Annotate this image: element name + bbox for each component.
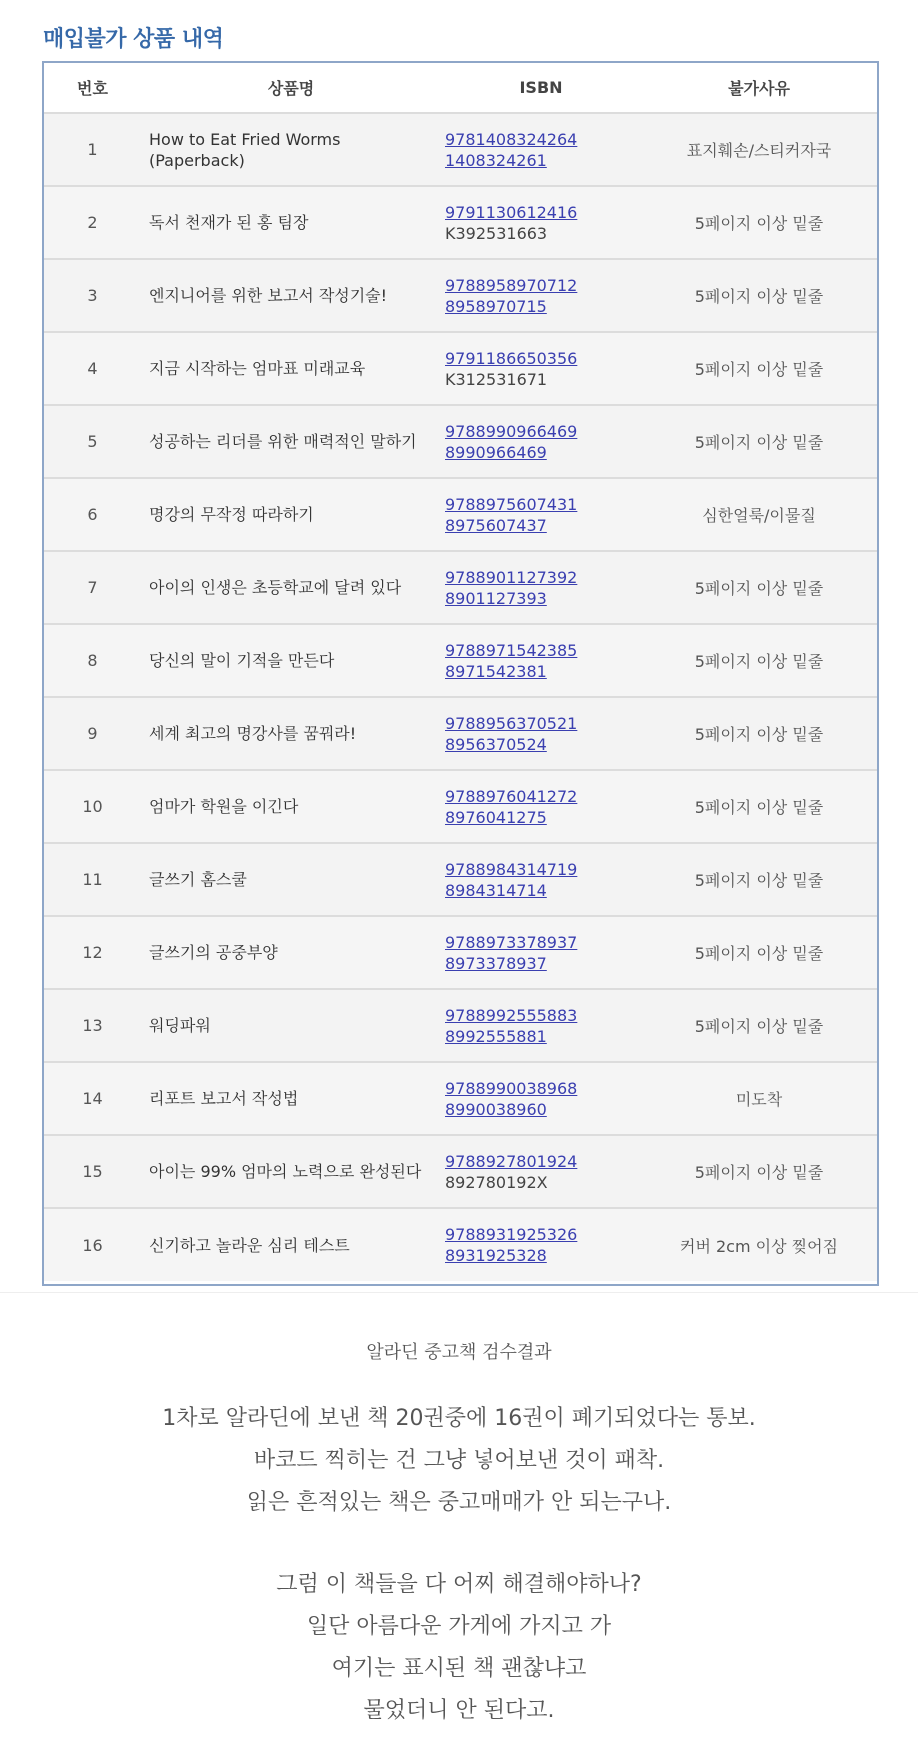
rejection-reason: 5페이지 이상 밑줄 [641, 624, 877, 697]
isbn13-link[interactable]: 9788956370521 [445, 713, 578, 733]
isbn-cell [441, 770, 641, 843]
isbn13-link[interactable]: 9788976041272 [445, 786, 578, 806]
divider [0, 1292, 918, 1293]
isbn-cell [441, 624, 641, 697]
isbn13-link[interactable]: 9788992555883 [445, 1005, 578, 1025]
table-row [44, 1135, 877, 1208]
table-row [44, 1062, 877, 1135]
rejection-reason: 커버 2cm 이상 찢어짐 [641, 1208, 877, 1281]
isbn10-text: 892780192X [445, 1172, 548, 1192]
rejection-reason: 5페이지 이상 밑줄 [641, 332, 877, 405]
isbn10-link[interactable]: 8990966469 [445, 442, 547, 462]
isbn10-link[interactable]: 8901127393 [445, 588, 547, 608]
row-number: 7 [44, 551, 141, 624]
product-title: 독서 천재가 된 홍 팀장 [141, 186, 441, 259]
isbn13-link[interactable]: 9788901127392 [445, 567, 578, 587]
product-title: 명강의 무작정 따라하기 [141, 478, 441, 551]
table-header-row [44, 63, 877, 113]
column-header-isbn: ISBN [441, 63, 641, 113]
isbn13-link[interactable]: 9788990038968 [445, 1078, 578, 1098]
rejection-reason: 5페이지 이상 밑줄 [641, 186, 877, 259]
table-row [44, 478, 877, 551]
isbn-cell [441, 332, 641, 405]
isbn13-link[interactable]: 9788990966469 [445, 421, 578, 441]
rejection-reason: 5페이지 이상 밑줄 [641, 916, 877, 989]
product-title: How to Eat Fried Worms (Paperback) [141, 113, 441, 186]
table-row [44, 843, 877, 916]
paragraph-gap [0, 1524, 918, 1564]
row-number: 15 [44, 1135, 141, 1208]
table-row [44, 259, 877, 332]
isbn-cell [441, 1062, 641, 1135]
isbn-cell [441, 989, 641, 1062]
column-header-reason: 불가사유 [641, 63, 877, 113]
table-row [44, 989, 877, 1062]
product-title: 지금 시작하는 엄마표 미래교육 [141, 332, 441, 405]
row-number: 2 [44, 186, 141, 259]
isbn10-link[interactable]: 8992555881 [445, 1026, 547, 1046]
row-number: 6 [44, 478, 141, 551]
row-number: 11 [44, 843, 141, 916]
isbn13-link[interactable]: 9788975607431 [445, 494, 578, 514]
row-number: 12 [44, 916, 141, 989]
row-number: 1 [44, 113, 141, 186]
post-body [0, 1398, 918, 1732]
isbn-cell [441, 186, 641, 259]
row-number: 13 [44, 989, 141, 1062]
row-number: 10 [44, 770, 141, 843]
isbn10-link[interactable]: 8975607437 [445, 515, 547, 535]
product-title: 신기하고 놀라운 심리 테스트 [141, 1208, 441, 1281]
body-line: 물었더니 안 된다고. [363, 1698, 555, 1723]
isbn-cell [441, 697, 641, 770]
isbn10-link[interactable]: 8956370524 [445, 734, 547, 754]
isbn-cell [441, 1208, 641, 1281]
column-header-number: 번호 [44, 63, 141, 113]
table-row [44, 332, 877, 405]
row-number: 8 [44, 624, 141, 697]
product-title: 아이는 99% 엄마의 노력으로 완성된다 [141, 1135, 441, 1208]
table-row [44, 186, 877, 259]
rejection-reason: 심한얼룩/이물질 [641, 478, 877, 551]
isbn13-link[interactable]: 9781408324264 [445, 129, 578, 149]
column-header-product: 상품명 [141, 63, 441, 113]
isbn-cell [441, 843, 641, 916]
rejection-reason: 5페이지 이상 밑줄 [641, 259, 877, 332]
product-title: 당신의 말이 기적을 만든다 [141, 624, 441, 697]
rejection-reason: 표지훼손/스티커자국 [641, 113, 877, 186]
table-row [44, 624, 877, 697]
rejection-reason: 5페이지 이상 밑줄 [641, 989, 877, 1062]
row-number: 16 [44, 1208, 141, 1281]
body-line: 1차로 알라딘에 보낸 책 20권중에 16권이 폐기되었다는 통보. [162, 1406, 756, 1431]
body-line: 읽은 흔적있는 책은 중고매매가 안 되는구나. [246, 1490, 672, 1515]
table-row [44, 770, 877, 843]
isbn13-link[interactable]: 9788971542385 [445, 640, 578, 660]
isbn13-link[interactable]: 9791186650356 [445, 348, 578, 368]
rejection-reason: 미도착 [641, 1062, 877, 1135]
row-number: 14 [44, 1062, 141, 1135]
isbn-cell [441, 478, 641, 551]
isbn-cell [441, 1135, 641, 1208]
rejected-items-table [42, 61, 879, 1286]
isbn10-link[interactable]: 8971542381 [445, 661, 547, 681]
isbn-cell [441, 113, 641, 186]
product-title: 리포트 보고서 작성법 [141, 1062, 441, 1135]
body-line: 바코드 찍히는 건 그냥 넣어보낸 것이 패착. [253, 1448, 665, 1473]
isbn13-link[interactable]: 9788927801924 [445, 1151, 578, 1171]
section-title: 매입불가 상품 내역 [43, 27, 224, 52]
isbn10-link[interactable]: 8931925328 [445, 1246, 547, 1265]
image-caption: 알라딘 중고책 검수결과 [366, 1342, 552, 1363]
rejection-reason: 5페이지 이상 밑줄 [641, 770, 877, 843]
isbn10-link[interactable]: 1408324261 [445, 150, 547, 170]
table-row [44, 697, 877, 770]
table-row [44, 405, 877, 478]
isbn13-link[interactable]: 9788973378937 [445, 932, 578, 952]
row-number: 4 [44, 332, 141, 405]
row-number: 5 [44, 405, 141, 478]
table-row [44, 916, 877, 989]
row-number: 3 [44, 259, 141, 332]
product-title: 아이의 인생은 초등학교에 달려 있다 [141, 551, 441, 624]
isbn10-link[interactable]: 8976041275 [445, 807, 547, 827]
isbn10-text: K392531663 [445, 223, 548, 243]
isbn10-link[interactable]: 8990038960 [445, 1099, 547, 1119]
body-line: 여기는 표시된 책 괜찮냐고 [331, 1656, 587, 1681]
rejection-reason: 5페이지 이상 밑줄 [641, 697, 877, 770]
isbn-cell [441, 916, 641, 989]
isbn10-link[interactable]: 8984314714 [445, 880, 547, 900]
table-row [44, 551, 877, 624]
product-title: 세계 최고의 명강사를 꿈꿔라! [141, 697, 441, 770]
isbn13-link[interactable]: 9788931925326 [445, 1225, 578, 1244]
body-line: 그럼 이 책들을 다 어찌 해결해야하나? [276, 1572, 642, 1597]
product-title: 글쓰기의 공중부양 [141, 916, 441, 989]
rejection-reason: 5페이지 이상 밑줄 [641, 405, 877, 478]
product-title: 글쓰기 홈스쿨 [141, 843, 441, 916]
rejection-reason: 5페이지 이상 밑줄 [641, 843, 877, 916]
isbn-cell [441, 259, 641, 332]
product-title: 엄마가 학원을 이긴다 [141, 770, 441, 843]
isbn-cell [441, 551, 641, 624]
rejection-reason: 5페이지 이상 밑줄 [641, 1135, 877, 1208]
table-row [44, 1208, 877, 1281]
product-title: 워딩파워 [141, 989, 441, 1062]
rejection-reason: 5페이지 이상 밑줄 [641, 551, 877, 624]
isbn13-link[interactable]: 9791130612416 [445, 202, 578, 222]
isbn-cell [441, 405, 641, 478]
isbn10-link[interactable]: 8958970715 [445, 296, 547, 316]
isbn13-link[interactable]: 9788984314719 [445, 859, 578, 879]
row-number: 9 [44, 697, 141, 770]
isbn13-link[interactable]: 9788958970712 [445, 275, 578, 295]
isbn10-link[interactable]: 8973378937 [445, 953, 547, 973]
product-title: 엔지니어를 위한 보고서 작성기술! [141, 259, 441, 332]
product-title: 성공하는 리더를 위한 매력적인 말하기 [141, 405, 441, 478]
body-line: 일단 아름다운 가게에 가지고 가 [306, 1614, 612, 1639]
isbn10-text: K312531671 [445, 369, 548, 389]
table-row [44, 113, 877, 186]
